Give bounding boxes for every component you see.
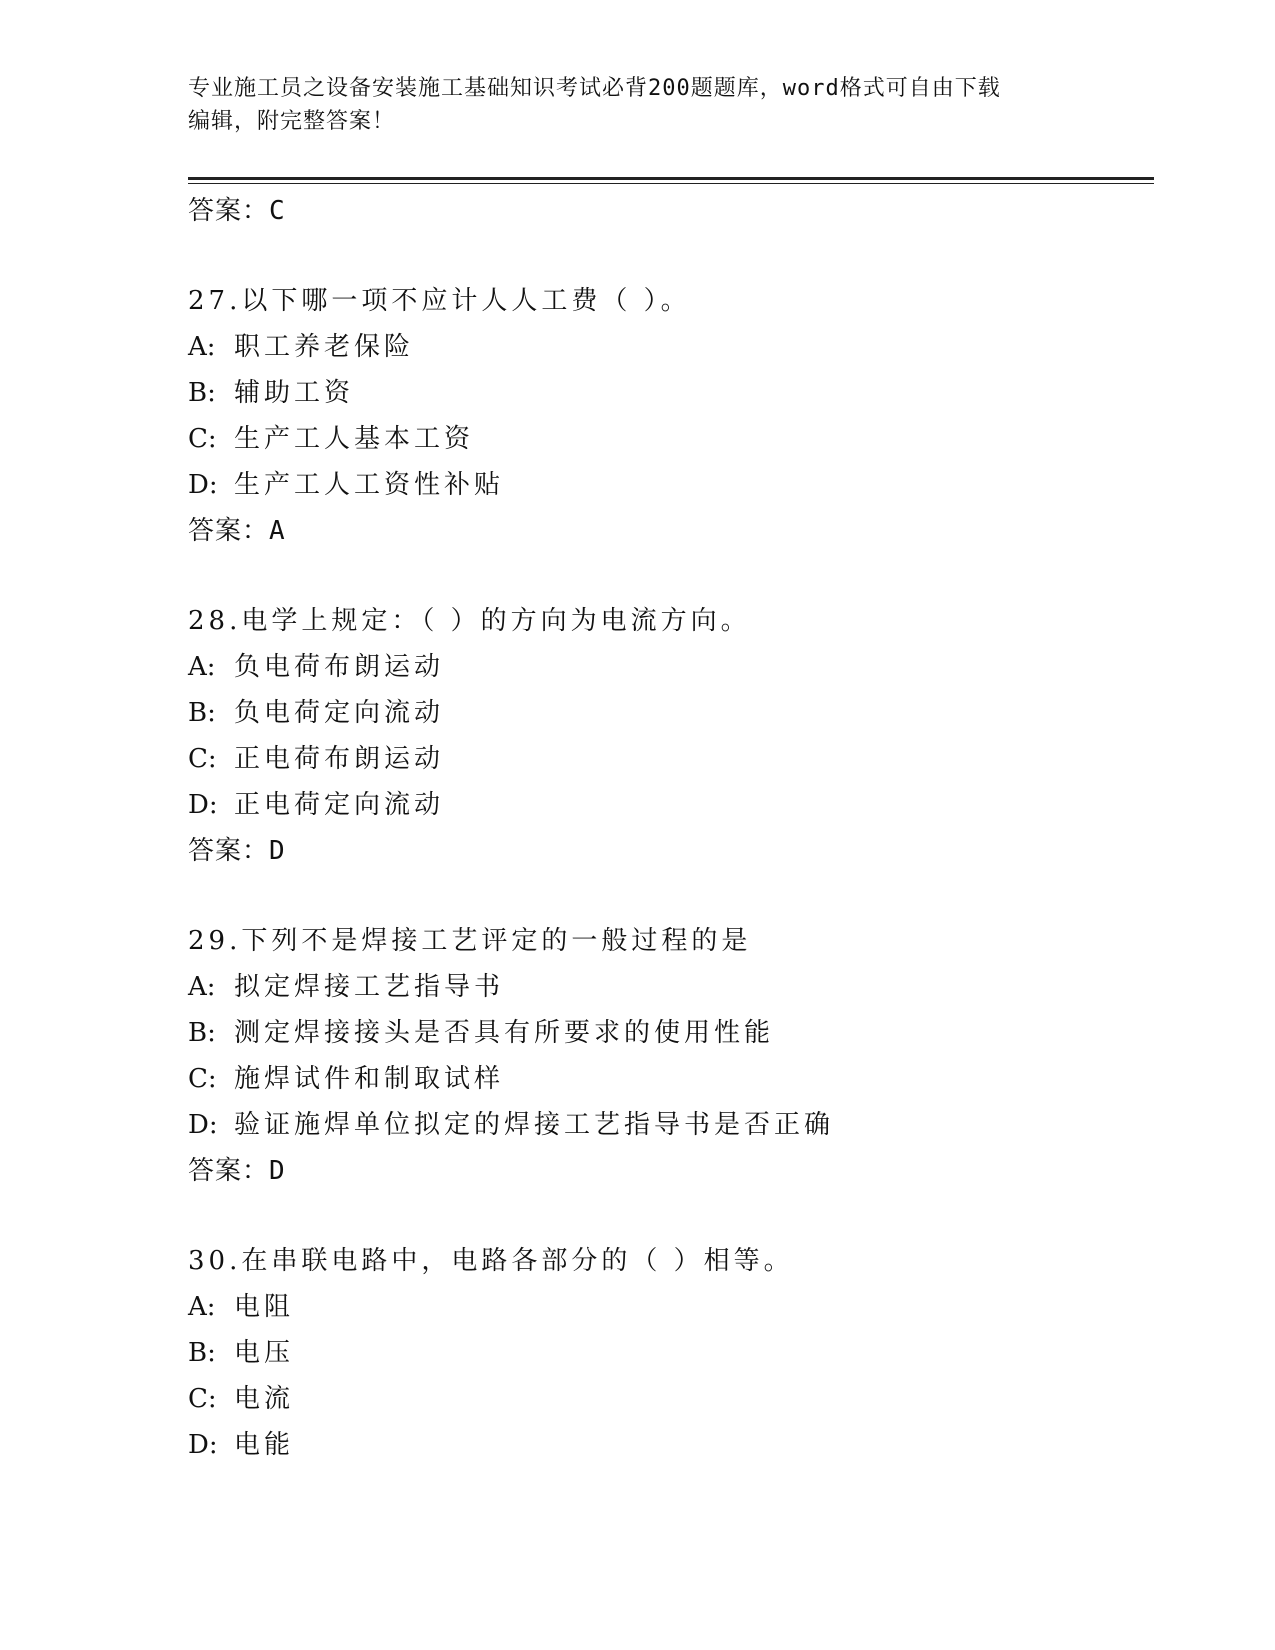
option-letter: C:: [188, 424, 217, 454]
option-letter: D:: [188, 1430, 218, 1460]
option-text: 职工养老保险: [234, 332, 415, 362]
option-text: 电阻: [234, 1292, 295, 1322]
option-text: 电能: [234, 1430, 295, 1460]
question-block: [188, 918, 1154, 1194]
option-text: 测定焊接接头是否具有所要求的使用性能: [234, 1018, 775, 1048]
option-text: 正电荷定向流动: [234, 790, 445, 820]
header-line-2: 编辑，附完整答案！: [188, 109, 396, 134]
header-divider-thick: [188, 177, 1154, 180]
option-d: [188, 1102, 1154, 1148]
option-letter: B:: [188, 698, 216, 728]
option-text: 电流: [234, 1384, 295, 1414]
option-text: 正电荷布朗运动: [234, 744, 445, 774]
option-text: 负电荷布朗运动: [234, 652, 445, 682]
question-list: [188, 188, 1154, 1468]
option-letter: D:: [188, 470, 218, 500]
answer-line: 答案：A: [188, 516, 286, 546]
answer-line: 答案：D: [188, 836, 286, 866]
option-d: [188, 782, 1154, 828]
question-block: [188, 598, 1154, 874]
option-text: 生产工人工资性补贴: [234, 470, 505, 500]
option-letter: A:: [188, 1292, 216, 1322]
question-stem: 28.电学上规定：（ ）的方向为电流方向。: [188, 606, 751, 636]
option-b: [188, 1010, 1154, 1056]
question-block: [188, 278, 1154, 554]
answer-line: 答案：C: [188, 196, 286, 226]
option-letter: C:: [188, 1064, 217, 1094]
option-text: 电压: [234, 1338, 295, 1368]
option-d: [188, 1422, 1154, 1468]
option-c: [188, 1056, 1154, 1102]
option-letter: C:: [188, 1384, 217, 1414]
option-a: [188, 324, 1154, 370]
option-c: [188, 1376, 1154, 1422]
option-letter: B:: [188, 1338, 216, 1368]
header-line-1: 专业施工员之设备安装施工基础知识考试必背200题题库，word格式可自由下载: [188, 76, 1001, 101]
option-letter: A:: [188, 332, 216, 362]
option-text: 拟定焊接工艺指导书: [234, 972, 505, 1002]
option-b: [188, 690, 1154, 736]
header-divider-thin: [188, 183, 1154, 184]
option-letter: A:: [188, 652, 216, 682]
option-text: 负电荷定向流动: [234, 698, 445, 728]
option-a: [188, 1284, 1154, 1330]
option-b: [188, 1330, 1154, 1376]
option-a: [188, 964, 1154, 1010]
option-letter: B:: [188, 1018, 216, 1048]
document-header: [188, 72, 1068, 138]
option-letter: D:: [188, 1110, 218, 1140]
question-stem: 27.以下哪一项不应计人人工费（ ）。: [188, 286, 691, 316]
option-text: 施焊试件和制取试样: [234, 1064, 505, 1094]
option-a: [188, 644, 1154, 690]
option-text: 验证施焊单位拟定的焊接工艺指导书是否正确: [234, 1110, 835, 1140]
option-letter: C:: [188, 744, 217, 774]
option-d: [188, 462, 1154, 508]
option-letter: B:: [188, 378, 216, 408]
answer-line: 答案：D: [188, 1156, 286, 1186]
option-letter: A:: [188, 972, 216, 1002]
option-text: 辅助工资: [234, 378, 355, 408]
option-text: 生产工人基本工资: [234, 424, 475, 454]
option-c: [188, 416, 1154, 462]
option-c: [188, 736, 1154, 782]
question-stem: 29.下列不是焊接工艺评定的一般过程的是: [188, 926, 752, 956]
question-stem: 30.在串联电路中，电路各部分的（ ）相等。: [188, 1246, 794, 1276]
option-letter: D:: [188, 790, 218, 820]
option-b: [188, 370, 1154, 416]
question-block: [188, 1238, 1154, 1468]
